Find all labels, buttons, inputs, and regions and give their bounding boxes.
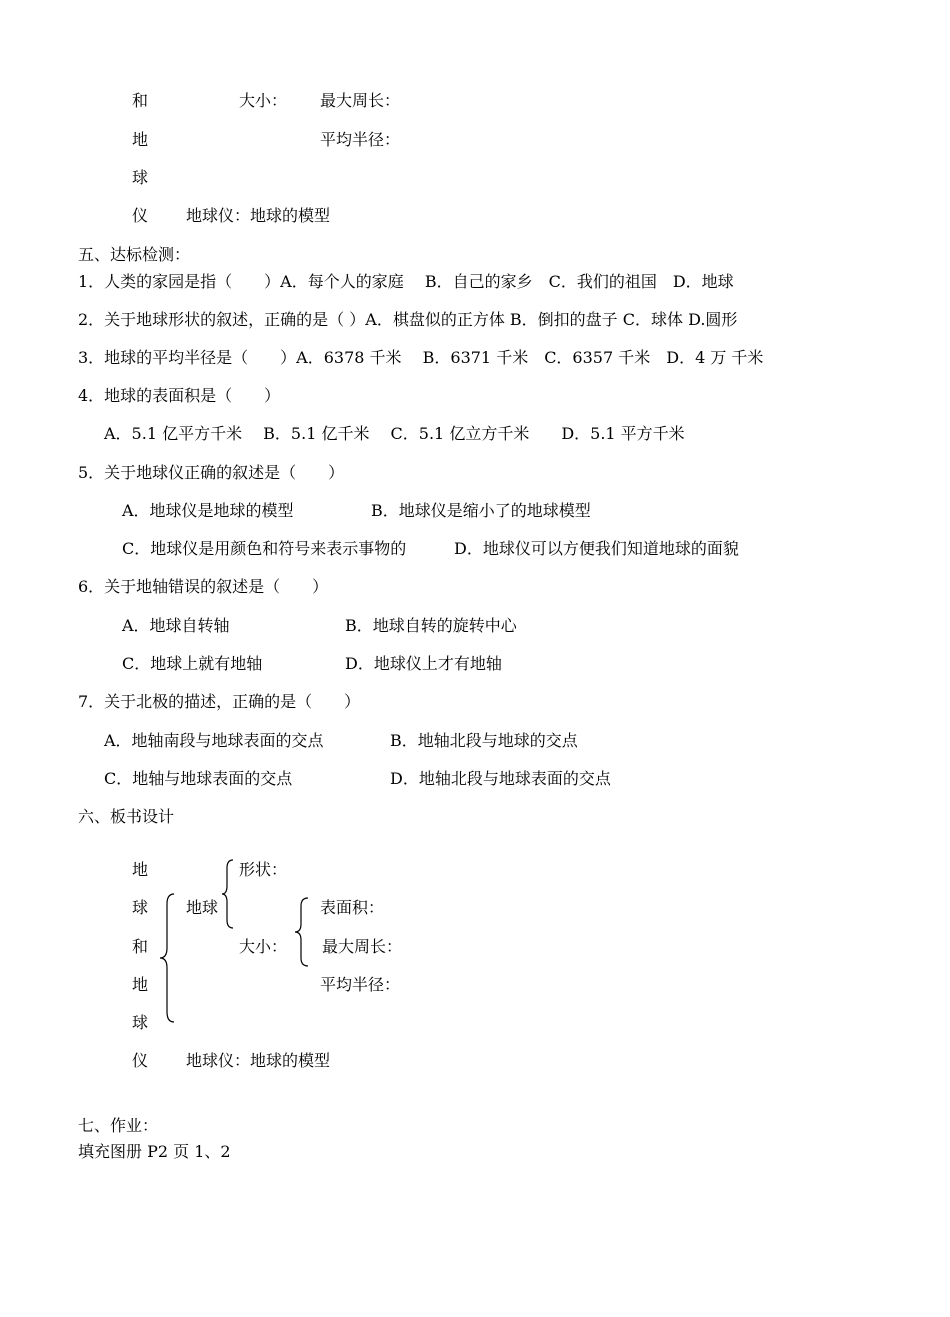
question-7-option-b: B．地轴北段与地球的交点 (390, 731, 578, 750)
question-7-option-c: C．地轴与地球表面的交点 (104, 769, 293, 788)
question-1: 1．人类的家园是指（ ）A．每个人的家庭 B．自己的家乡 C．我们的祖国 D．地球 (78, 272, 734, 291)
top-max-circumference: 最大周长： (320, 91, 401, 110)
top-col1-char: 地 (132, 130, 149, 149)
board-earth-label: 地球 (186, 898, 219, 917)
brace-main (158, 892, 178, 1024)
question-6-option-b: B．地球自转的旋转中心 (345, 616, 517, 635)
board-surface-area: 表面积： (320, 898, 385, 917)
question-6-option-c: C．地球上就有地轴 (122, 654, 263, 673)
question-5-option-b: B．地球仪是缩小了的地球模型 (371, 501, 591, 520)
top-mean-radius: 平均半径： (320, 130, 401, 149)
question-7-option-d: D．地轴北段与地球表面的交点 (390, 769, 611, 788)
board-shape-label: 形状： (239, 860, 288, 879)
question-6-option-d: D．地球仪上才有地轴 (345, 654, 502, 673)
board-size-label: 大小： (239, 937, 288, 956)
brace-size (293, 896, 311, 968)
board-col1-char: 球 (132, 1013, 149, 1032)
board-col1-char: 地 (132, 975, 149, 994)
top-size-label: 大小： (239, 91, 288, 110)
question-5-option-c: C．地球仪是用颜色和符号来表示事物的 (122, 539, 407, 558)
board-max-circumference: 最大周长： (322, 937, 403, 956)
section5-heading: 五、达标检测： (78, 245, 191, 264)
question-3: 3．地球的平均半径是（ ）A．6378 千米 B．6371 千米 C．6357 千米 D．4 万 千米 (78, 348, 764, 367)
question-5-option-a: A．地球仪是地球的模型 (122, 501, 294, 520)
question-4: 4．地球的表面积是（ ） (78, 386, 281, 405)
board-col1-char: 仪 (132, 1051, 149, 1070)
board-col1-char: 球 (132, 898, 149, 917)
question-5-option-d: D．地球仪可以方便我们知道地球的面貌 (454, 539, 739, 558)
question-6: 6．关于地轴错误的叙述是（ ） (78, 577, 329, 596)
board-col1-char: 和 (132, 937, 149, 956)
brace-earth (220, 858, 236, 930)
section6-heading: 六、板书设计 (78, 807, 175, 826)
question-6-option-a: A．地球自转轴 (122, 616, 230, 635)
question-2: 2．关于地球形状的叙述，正确的是（ ）A．棋盘似的正方体 B．倒扣的盘子 C．球体 D.圆形 (78, 310, 738, 329)
board-col1-char: 地 (132, 860, 149, 879)
question-4-options: A．5.1 亿平方千米 B．5.1 亿千米 C．5.1 亿立方千米 D．5.1 平方千米 (104, 424, 685, 443)
question-7-option-a: A．地轴南段与地球表面的交点 (104, 731, 324, 750)
section7-heading: 七、作业： (78, 1116, 159, 1135)
question-5: 5．关于地球仪正确的叙述是（ ） (78, 463, 345, 482)
top-col1-char: 仪 (132, 206, 149, 225)
top-globe-label: 地球仪：地球的模型 (186, 206, 331, 225)
homework-content: 填充图册 P2 页 1、2 (78, 1142, 231, 1161)
board-mean-radius: 平均半径： (320, 975, 401, 994)
top-col1-char: 球 (132, 168, 149, 187)
board-globe-label: 地球仪：地球的模型 (186, 1051, 331, 1070)
top-col1-char: 和 (132, 91, 149, 110)
question-7: 7．关于北极的描述，正确的是（ ） (78, 692, 361, 711)
